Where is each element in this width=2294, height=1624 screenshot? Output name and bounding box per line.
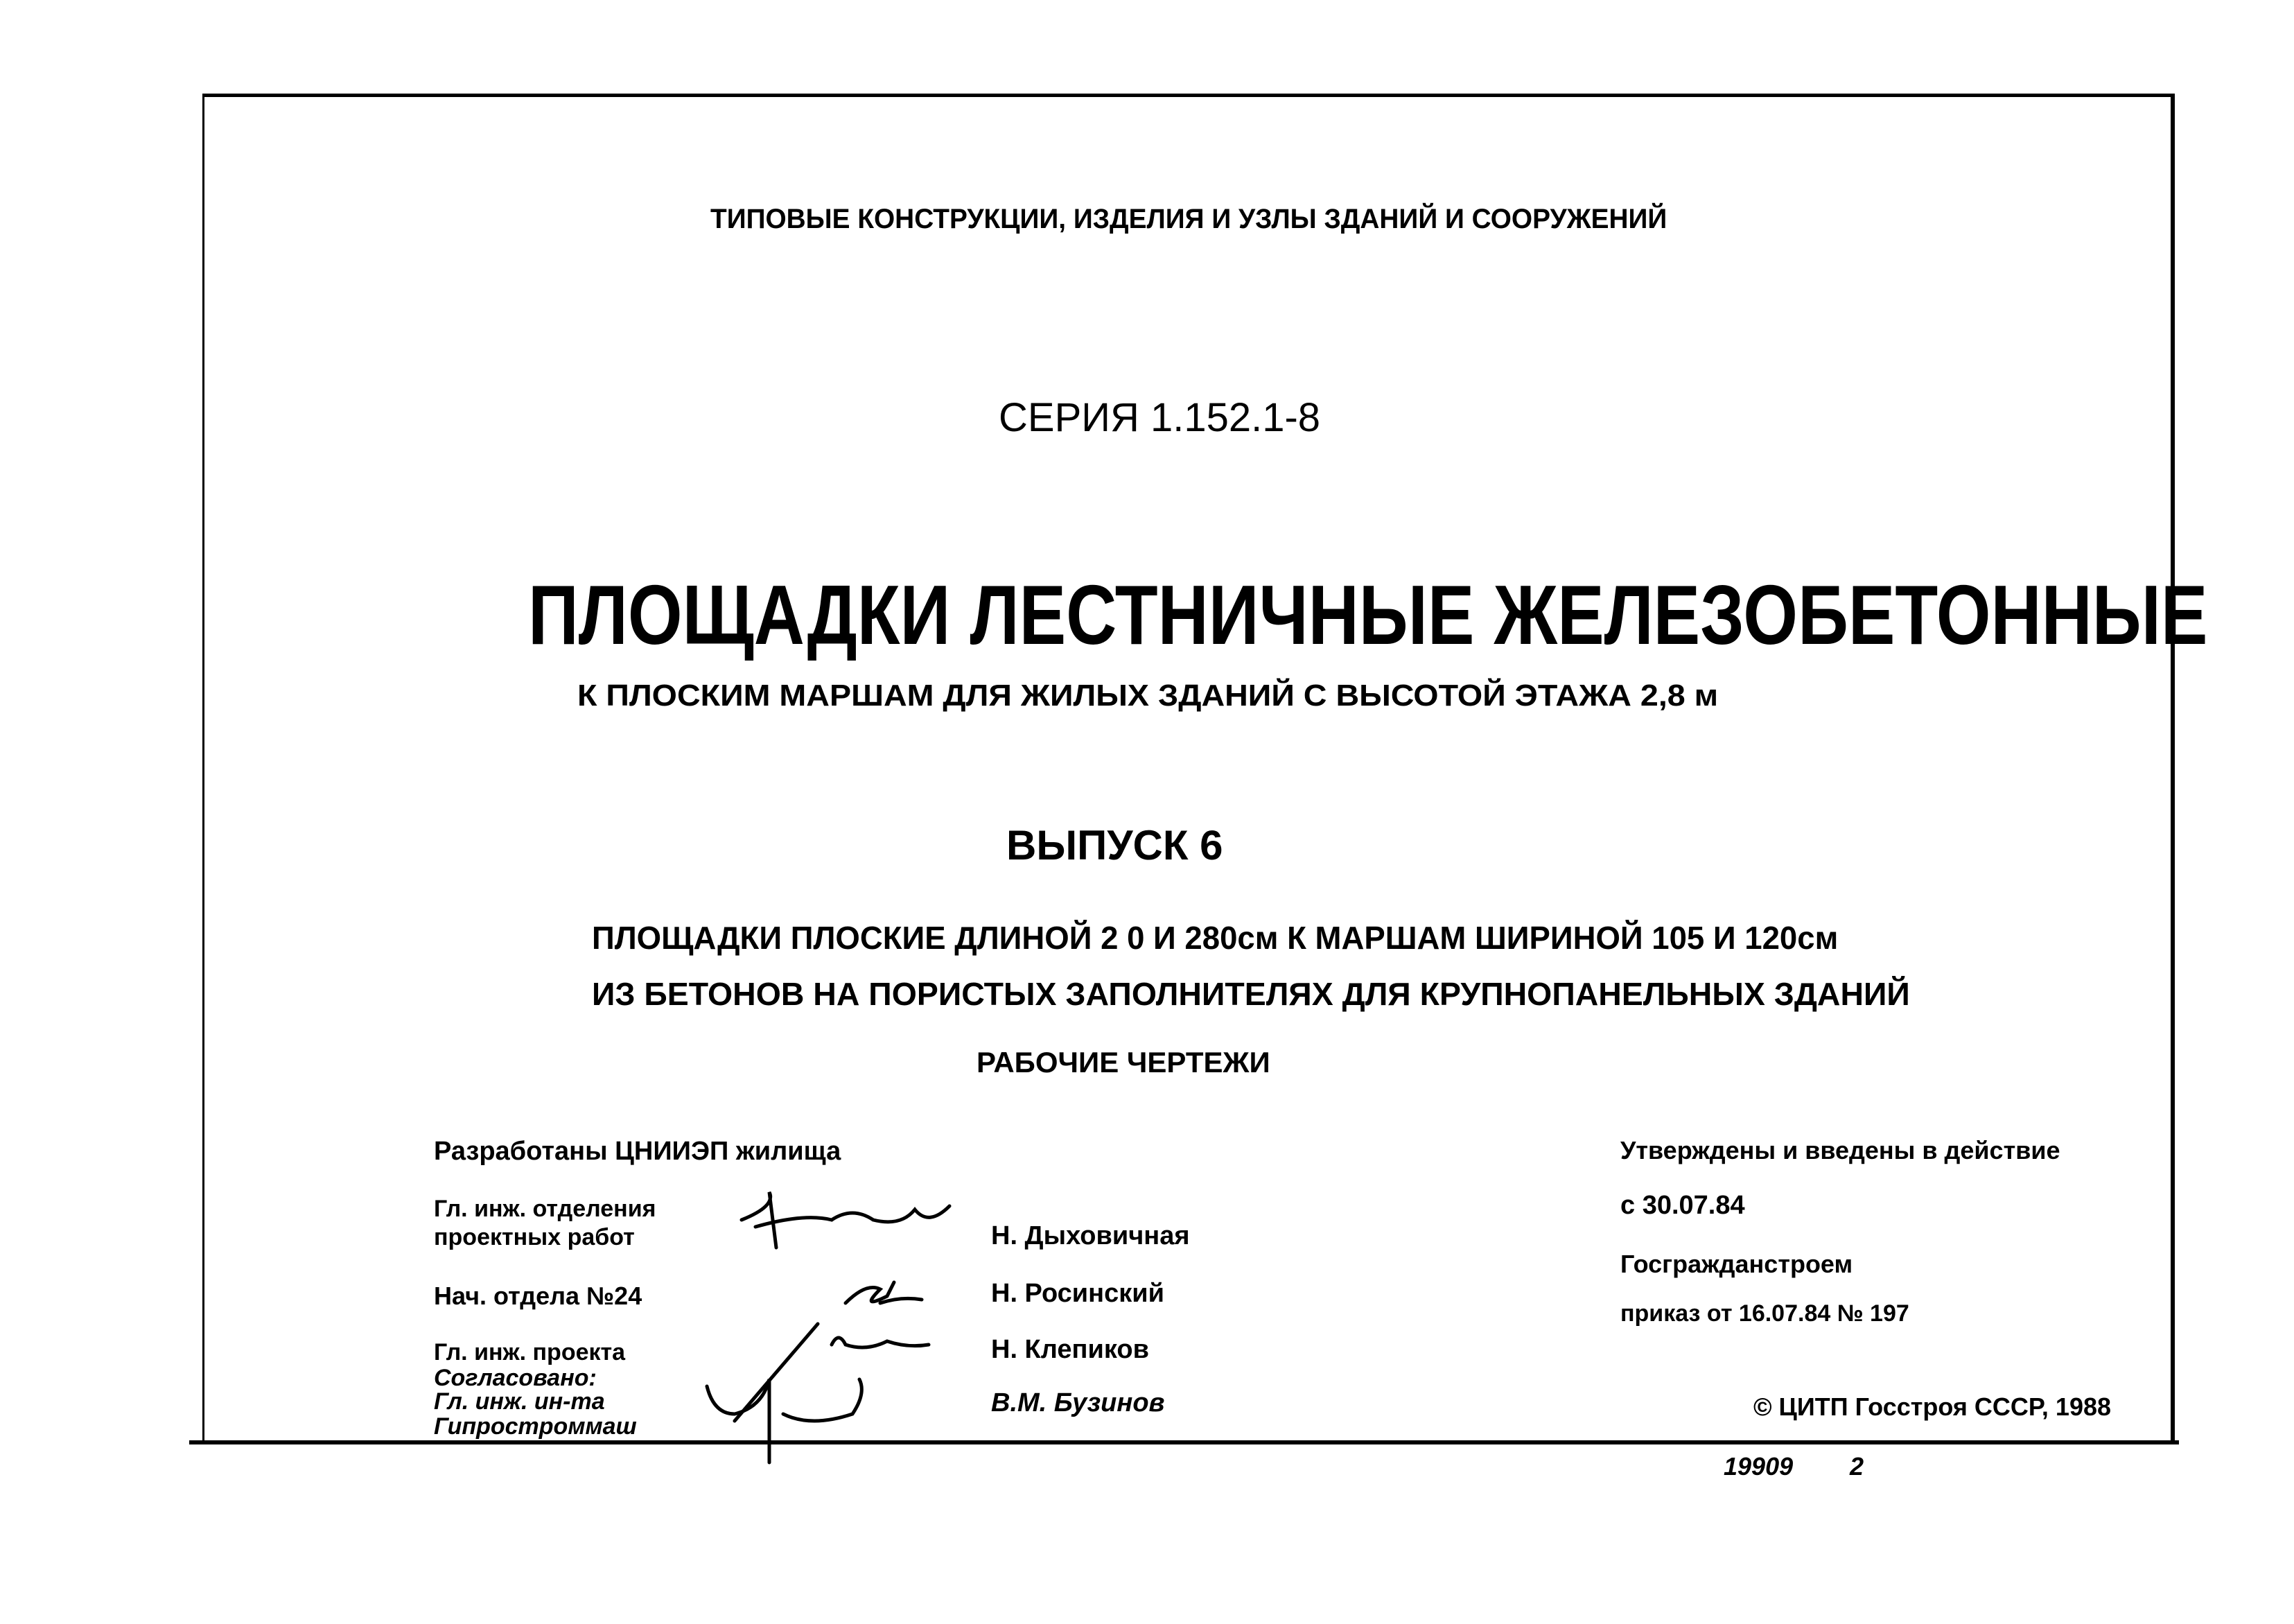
issue-description-line1: ПЛОЩАДКИ ПЛОСКИЕ ДЛИНОЙ 2 0 И 280см К МАРШАМ ШИРИНОЙ 105 И 120см [592, 920, 1839, 956]
role-project-engineer: Гл. инж. проекта [434, 1339, 626, 1365]
name-2: Н. Росинский [991, 1279, 1164, 1308]
approval-date: с 30.07.84 [1620, 1191, 1745, 1220]
name-1: Н. Дыховичная [991, 1221, 1190, 1250]
document-subtitle: К ПЛОСКИМ МАРШАМ ДЛЯ ЖИЛЫХ ЗДАНИЙ С ВЫСОТОЙ ЭТАЖА 2,8 м [577, 679, 1719, 713]
developed-by: Разработаны ЦНИИЭП жилища [434, 1137, 841, 1166]
drawing-type: РАБОЧИЕ ЧЕРТЕЖИ [977, 1046, 1270, 1079]
issue-label: ВЫПУСК 6 [1006, 822, 1223, 868]
approval-authority: Госгражданстроем [1620, 1250, 1853, 1278]
name-4: В.М. Бузинов [991, 1388, 1165, 1417]
signature-1 [742, 1192, 949, 1248]
approval-line1: Утверждены и введены в действие [1620, 1136, 2060, 1164]
role-institute-engineer: Гл. инж. ин-та [434, 1388, 605, 1415]
copyright: © ЦИТП Госстроя СССР, 1988 [1753, 1392, 2112, 1421]
role-chief-engineer-dept-2: проектных работ [434, 1224, 635, 1250]
signature-2 [846, 1282, 922, 1303]
signature-4 [707, 1379, 861, 1463]
signature-3 [735, 1324, 929, 1421]
order-number: 19909 [1724, 1452, 1794, 1481]
role-head-of-dept: Нач. отдела №24 [434, 1282, 642, 1310]
approval-order: приказ от 16.07.84 № 197 [1620, 1300, 1909, 1327]
issue-description-line2: ИЗ БЕТОНОВ НА ПОРИСТЫХ ЗАПОЛНИТЕЛЯХ ДЛЯ КРУПНОПАНЕЛЬНЫХ ЗДАНИЙ [592, 976, 1910, 1012]
role-chief-engineer-dept: Гл. инж. отделения [434, 1196, 656, 1222]
institute-name: Гипростроммаш [434, 1413, 637, 1440]
series-number: СЕРИЯ 1.152.1-8 [999, 395, 1321, 440]
agreed-label: Согласовано: [434, 1365, 597, 1391]
category-heading: ТИПОВЫЕ КОНСТРУКЦИИ, ИЗДЕЛИЯ И УЗЛЫ ЗДАНИЙ И СООРУЖЕНИЙ [710, 204, 1667, 234]
document-title: ПЛОЩАДКИ ЛЕСТНИЧНЫЕ ЖЕЛЕЗОБЕТОННЫЕ [528, 568, 2208, 662]
name-3: Н. Клепиков [991, 1335, 1149, 1364]
page-number: 2 [1850, 1452, 1864, 1481]
